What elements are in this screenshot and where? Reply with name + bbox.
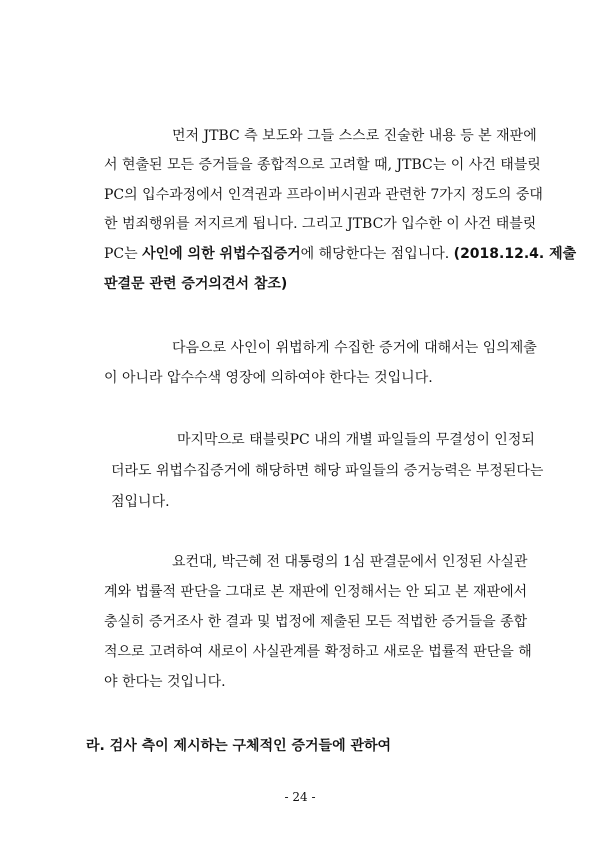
bold-text-line: 판결문 관련 증거의견서 참조) — [104, 276, 288, 292]
text-line: 다음으로 사인이 위법하게 수집한 증거에 대해서는 임의제출 — [172, 340, 537, 356]
text-line: 충실히 증거조사 한 결과 및 법정에 제출된 모든 적법한 증거들을 종합 — [104, 614, 528, 630]
text-line: 더라도 위법수집증거에 해당하면 해당 파일들의 증거능력은 부정된다는 — [111, 463, 544, 479]
text-line: PC의 입수과정에서 인격권과 프라이버시권과 관련한 7가지 정도의 중대 — [104, 187, 543, 203]
text-line: 먼저 JTBC 측 보도와 그들 스스로 진술한 내용 등 본 재판에 — [172, 128, 537, 144]
text-line: 적으로 고려하여 새로이 사실관계를 확정하고 새로운 법률적 판단을 해 — [104, 644, 532, 660]
text-line: 서 현출된 모든 증거들을 종합적으로 고려할 때, JTBC는 이 사건 태블릿 — [104, 157, 541, 173]
bold-text: (2018.12.4. 제출 — [453, 246, 577, 262]
text-run: PC는 — [104, 246, 143, 262]
text-line: 요컨대, 박근혜 전 대통령의 1심 판결문에서 인정된 사실관 — [172, 554, 528, 570]
text-line: 이 아니라 압수수색 영장에 의하여야 한다는 것입니다. — [104, 370, 433, 386]
text-line: 계와 법률적 판단을 그대로 본 재판에 인정해서는 안 되고 본 재판에서 — [104, 584, 528, 600]
text-line: 야 한다는 것입니다. — [104, 674, 226, 690]
text-line: 마지막으로 태블릿PC 내의 개별 파일들의 무결성이 인정되 — [177, 432, 535, 448]
text-line: 점입니다. — [111, 494, 170, 510]
page-number: - 24 - — [284, 790, 316, 804]
text-run: 에 해당한다는 점입니다. — [300, 246, 454, 262]
bold-text: 사인에 의한 위법수집증거 — [142, 246, 301, 262]
text-line: 한 범죄행위를 저지르게 됩니다. 그리고 JTBC가 입수한 이 사건 태블릿 — [104, 216, 537, 232]
text-line — [104, 244, 576, 264]
section-heading: 라. 검사 측이 제시하는 구체적인 증거들에 관하여 — [86, 738, 392, 754]
